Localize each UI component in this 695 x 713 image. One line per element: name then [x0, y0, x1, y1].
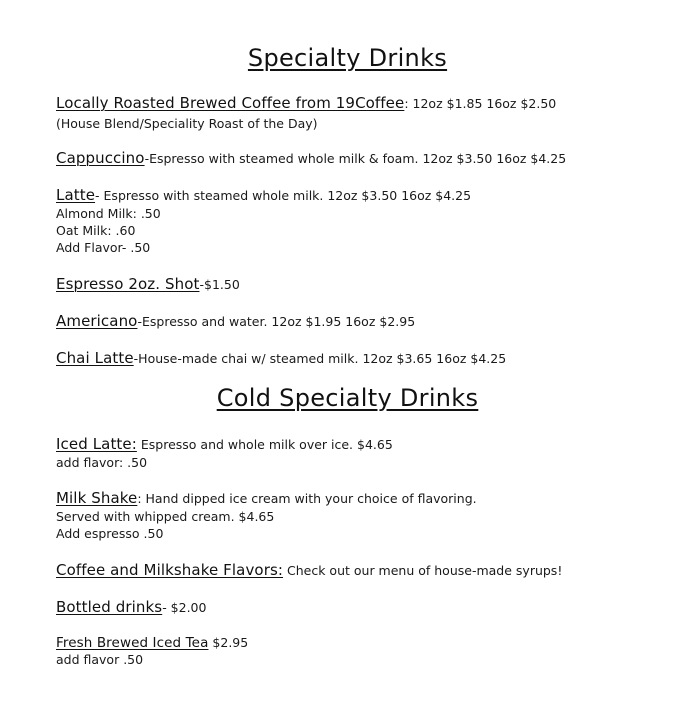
menu-item-iced-latte: [56, 436, 393, 453]
menu-item-chai-latte: [56, 350, 506, 367]
item-note: Almond Milk: .50: [56, 206, 161, 221]
item-description: Check out our menu of house-made syrups!: [283, 563, 563, 578]
item-note: add flavor: .50: [56, 455, 148, 470]
item-note: (House Blend/Speciality Roast of the Day): [56, 116, 318, 131]
cold-specialty-drinks-title: Cold Specialty Drinks: [216, 384, 479, 412]
item-description: -House-made chai w/ steamed milk. 12oz $3.65 16oz $4.25: [133, 351, 507, 366]
menu-item-latte: [56, 187, 471, 204]
item-description: -Espresso and water. 12oz $1.95 16oz $2.95: [137, 314, 416, 329]
menu-item-iced-tea: [56, 635, 248, 651]
item-description: : 12oz $1.85 16oz $2.50: [404, 96, 557, 111]
item-name: Latte: [56, 186, 96, 204]
item-name: Americano: [56, 312, 138, 330]
item-name: Iced Latte:: [56, 435, 137, 453]
item-description: - $2.00: [162, 600, 207, 615]
item-name: Fresh Brewed Iced Tea: [56, 635, 209, 651]
menu-item-americano: [56, 313, 415, 330]
menu-item-milk-shake: [56, 490, 477, 507]
menu-item-espresso: [56, 276, 240, 293]
item-name: Bottled drinks: [56, 598, 163, 616]
item-description: : Hand dipped ice cream with your choice of flavoring.: [137, 491, 477, 506]
item-name: Coffee and Milkshake Flavors:: [56, 561, 284, 579]
item-name: Chai Latte: [56, 349, 134, 367]
item-description: Espresso and whole milk over ice. $4.65: [136, 437, 393, 452]
item-description: - Espresso with steamed whole milk. 12oz $3.50 16oz $4.25: [95, 188, 472, 203]
item-name: Locally Roasted Brewed Coffee from 19Coffee: [56, 94, 405, 112]
item-name: Espresso 2oz. Shot: [56, 275, 200, 293]
item-note: add flavor .50: [56, 652, 144, 667]
item-description: $2.95: [208, 635, 249, 650]
item-description: -$1.50: [199, 277, 240, 292]
item-note: Add Flavor- .50: [56, 240, 151, 255]
specialty-drinks-title: Specialty Drinks: [247, 44, 448, 72]
item-note: Oat Milk: .60: [56, 223, 136, 238]
item-name: Cappuccino: [56, 149, 145, 167]
menu-item-cappuccino: [56, 150, 566, 167]
menu-item-bottled-drinks: [56, 599, 206, 616]
item-note: Add espresso .50: [56, 526, 164, 541]
item-note: Served with whipped cream. $4.65: [56, 509, 275, 524]
menu-item-brewed-coffee: [56, 95, 556, 112]
item-name: Milk Shake: [56, 489, 138, 507]
menu-item-flavors: [56, 562, 562, 579]
item-description: -Espresso with steamed whole milk & foam. 12oz $3.50 16oz $4.25: [144, 151, 567, 166]
